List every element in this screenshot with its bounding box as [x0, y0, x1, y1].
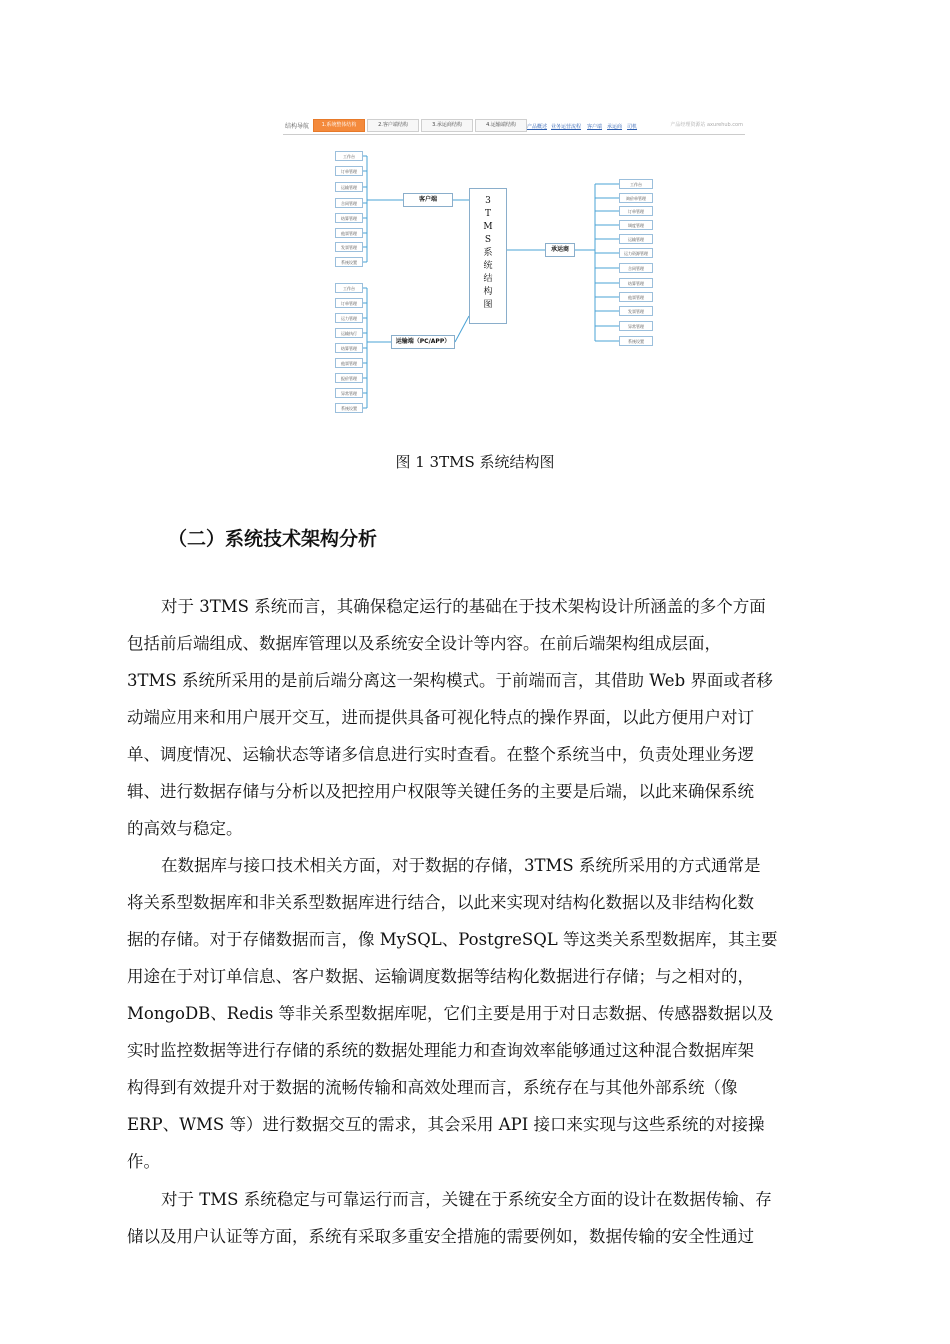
transport-item-3: 运力管理	[335, 313, 363, 323]
transport-item-2: 订单管理	[335, 298, 363, 308]
system-structure-figure	[283, 116, 745, 416]
paragraph-line: 在数据库与接口技术相关方面，对于数据的存储，3TMS 系统所采用的方式通常是	[161, 856, 761, 875]
center-char-9: 图	[483, 300, 493, 310]
transport-node: 运输端（PC/APP）	[391, 335, 455, 349]
paragraph-line: MongoDB、Redis 等非关系型数据库呢，它们主要是用于对日志数据、传感器数据以及	[127, 1004, 774, 1023]
nav-tab-3[interactable]: 3.承运商结构	[421, 119, 473, 132]
paragraph-line: 单、调度情况、运输状态等诸多信息进行实时查看。在整个系统当中，负责处理业务逻	[127, 745, 754, 764]
paragraph-line: 的高效与稳定。	[127, 819, 243, 838]
client-item-6: 他票管理	[335, 228, 363, 238]
carrier-item-7: 合同管理	[619, 263, 653, 273]
nav-tab-4[interactable]: 4.运输端结构	[475, 119, 527, 132]
transport-item-8: 异常管理	[335, 388, 363, 398]
transport-item-4: 运输执行	[335, 328, 363, 338]
center-char-7: 结	[483, 274, 493, 284]
paragraph-line: 辑、进行数据存储与分析以及把控用户权限等关键任务的主要是后端，以此来确保系统	[127, 782, 754, 801]
carrier-item-6: 运力资源管理	[619, 248, 653, 258]
transport-item-6: 他票管理	[335, 358, 363, 368]
paragraph-line: 包括前后端组成、数据库管理以及系统安全设计等内容。在前后端架构组成层面，	[127, 634, 721, 653]
paragraph-line: ERP、WMS 等）进行数据交互的需求，其会采用 API 接口来实现与这些系统的对接操	[127, 1115, 765, 1134]
center-char-8: 构	[483, 287, 493, 297]
nav-tab-1[interactable]: 1.系统整体结构	[313, 119, 365, 132]
paragraph-line: 实时监控数据等进行存储的系统的数据处理能力和查询效率能够通过这种混合数据库架	[127, 1041, 754, 1060]
client-item-4: 合同管理	[335, 198, 363, 208]
transport-item-5: 结算管理	[335, 343, 363, 353]
center-char-4: S	[484, 235, 492, 245]
nav-link-flow[interactable]: 业务运营流程	[551, 124, 582, 130]
carrier-item-3: 订单管理	[619, 206, 653, 216]
carrier-item-8: 结算管理	[619, 278, 653, 288]
paragraph-line: 构得到有效提升对于数据的流畅传输和高效处理而言，系统存在与其他外部系统（像	[127, 1078, 738, 1097]
client-item-2: 订单管理	[335, 166, 363, 176]
nav-link-driver[interactable]: 司机	[627, 124, 638, 130]
nav-link-overview[interactable]: 产品概述	[527, 124, 548, 130]
transport-item-9: 系统设置	[335, 403, 363, 413]
nav-tab-2[interactable]: 2.客户端结构	[367, 119, 419, 132]
center-char-1: 3	[485, 196, 491, 206]
center-char-5: 系	[483, 248, 493, 258]
figure-caption: 图 1 3TMS 系统结构图	[395, 453, 555, 471]
client-item-3: 运输管理	[335, 182, 363, 192]
nav-brand: 结构导航	[285, 123, 310, 130]
carrier-node: 承运商	[545, 243, 575, 257]
client-node: 客户端	[403, 193, 453, 207]
paragraph-line: 动端应用来和用户展开交互，进而提供具备可视化特点的操作界面，以此方便用户对订	[127, 708, 754, 727]
paragraph-line: 作。	[127, 1152, 160, 1171]
transport-item-1: 工作台	[335, 283, 363, 293]
carrier-item-5: 运输管理	[619, 234, 653, 244]
client-item-8: 系统设置	[335, 257, 363, 267]
paragraph-3	[127, 1181, 861, 1255]
center-char-6: 统	[483, 261, 493, 271]
paragraph-line: 据的存储。对于存储数据而言，像 MySQL、PostgreSQL 等这类关系型数据库，其主要	[127, 930, 778, 949]
paragraph-line: 3TMS 系统所采用的是前后端分离这一架构模式。于前端而言，其借助 Web 界面或者移	[127, 671, 773, 690]
carrier-item-1: 工作台	[619, 179, 653, 189]
carrier-item-12: 系统设置	[619, 336, 653, 346]
system-center-node	[469, 188, 507, 324]
center-char-3: M	[483, 222, 493, 232]
carrier-item-11: 异常管理	[619, 321, 653, 331]
client-item-5: 结算管理	[335, 213, 363, 223]
client-item-1: 工作台	[335, 151, 363, 161]
carrier-item-4: 调度管理	[619, 220, 653, 230]
paragraph-line: 储以及用户认证等方面，系统有采取多重安全措施的需要例如，数据传输的安全性通过	[127, 1227, 754, 1246]
paragraph-line: 对于 3TMS 系统而言，其确保稳定运行的基础在于技术架构设计所涵盖的多个方面	[161, 597, 766, 616]
paragraph-line: 用途在于对订单信息、客户数据、运输调度数据等结构化数据进行存储；与之相对的，	[127, 967, 754, 986]
nav-site-watermark: 产品经理资源站 axurehub.com	[670, 122, 743, 128]
carrier-item-10: 发票管理	[619, 306, 653, 316]
transport-item-7: 报价管理	[335, 373, 363, 383]
carrier-item-9: 他票管理	[619, 292, 653, 302]
nav-link-carrier[interactable]: 承运商	[607, 124, 623, 130]
paragraph-line: 对于 TMS 系统稳定与可靠运行而言，关键在于系统安全方面的设计在数据传输、存	[161, 1190, 772, 1209]
paragraph-line: 将关系型数据库和非关系型数据库进行结合，以此来实现对结构化数据以及非结构化数	[127, 893, 754, 912]
client-item-7: 发票管理	[335, 242, 363, 252]
nav-link-client[interactable]: 客户端	[587, 124, 603, 130]
paragraph-1	[127, 588, 861, 847]
carrier-item-2: 询价单管理	[619, 193, 653, 203]
center-char-2: T	[484, 209, 491, 219]
paragraph-2	[127, 847, 861, 1180]
section-heading: （二）系统技术架构分析	[168, 528, 378, 550]
